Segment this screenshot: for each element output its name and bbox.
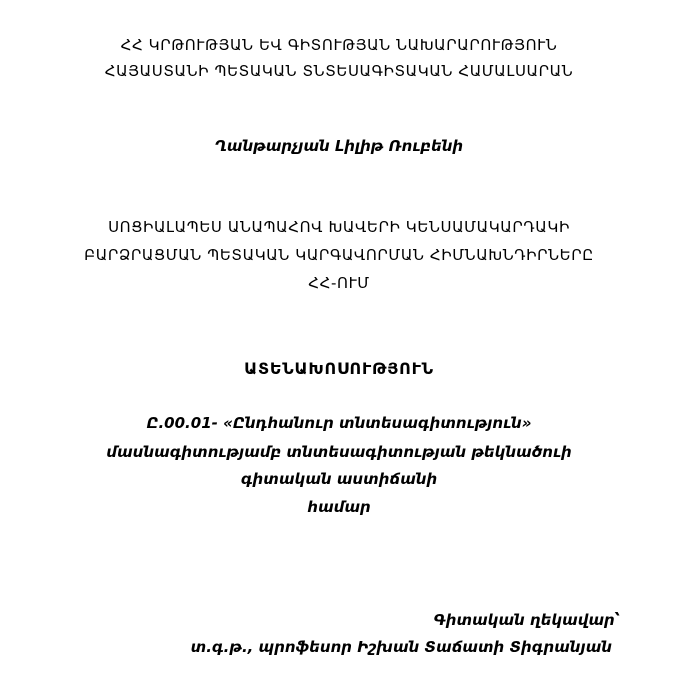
supervisor-name: տ.գ.թ., պրոֆեսոր Իշխան Տաճատի Տիգրանյան bbox=[190, 638, 612, 656]
specialty-line-1: Ը.00.01- «Ընդհանուր տնտեսագիտություն» bbox=[146, 414, 532, 432]
thesis-title-line-2: ԲԱՐՁՐԱՑՄԱՆ ՊԵՏԱԿԱՆ ԿԱՐԳԱՎՈՐՄԱՆ ՀԻՄՆԱԽՆԴԻՐՆԵՐԸ bbox=[84, 246, 594, 264]
thesis-title-line-3: ՀՀ-ՈՒՄ bbox=[308, 274, 370, 292]
thesis-title-line-1: ՍՈՑԻԱԼԱՊԵՍ ԱՆԱՊԱՀՈՎ ԽԱՎԵՐԻ ԿԵՆՍԱՄԱԿԱՐԴԱԿԻ bbox=[108, 218, 570, 236]
specialty-line-4: համար bbox=[307, 498, 371, 516]
specialty-line-3: գիտական աստիճանի bbox=[240, 470, 438, 488]
university-heading: ՀԱՅԱՍՏԱՆԻ ՊԵՏԱԿԱՆ ՏՆՏԵՍԱԳԻՏԱԿԱՆ ՀԱՄԱԼՍԱՐԱՆ bbox=[104, 62, 574, 80]
author-name: Ղանթարչյան Լիլիթ Ռուբենի bbox=[214, 137, 464, 155]
ministry-heading: ՀՀ ԿՐԹՈՒԹՅԱՆ ԵՎ ԳԻՏՈՒԹՅԱՆ ՆԱԽԱՐԱՐՈՒԹՅՈՒՆ bbox=[120, 36, 558, 54]
supervisor-label: Գիտական ղեկավար՝ bbox=[433, 611, 620, 629]
document-type: ԱՏԵՆԱԽՈՍՈՒԹՅՈՒՆ bbox=[244, 359, 434, 378]
specialty-line-2: մասնագիտությամբ տնտեսագիտության թեկնածուի bbox=[106, 443, 572, 461]
